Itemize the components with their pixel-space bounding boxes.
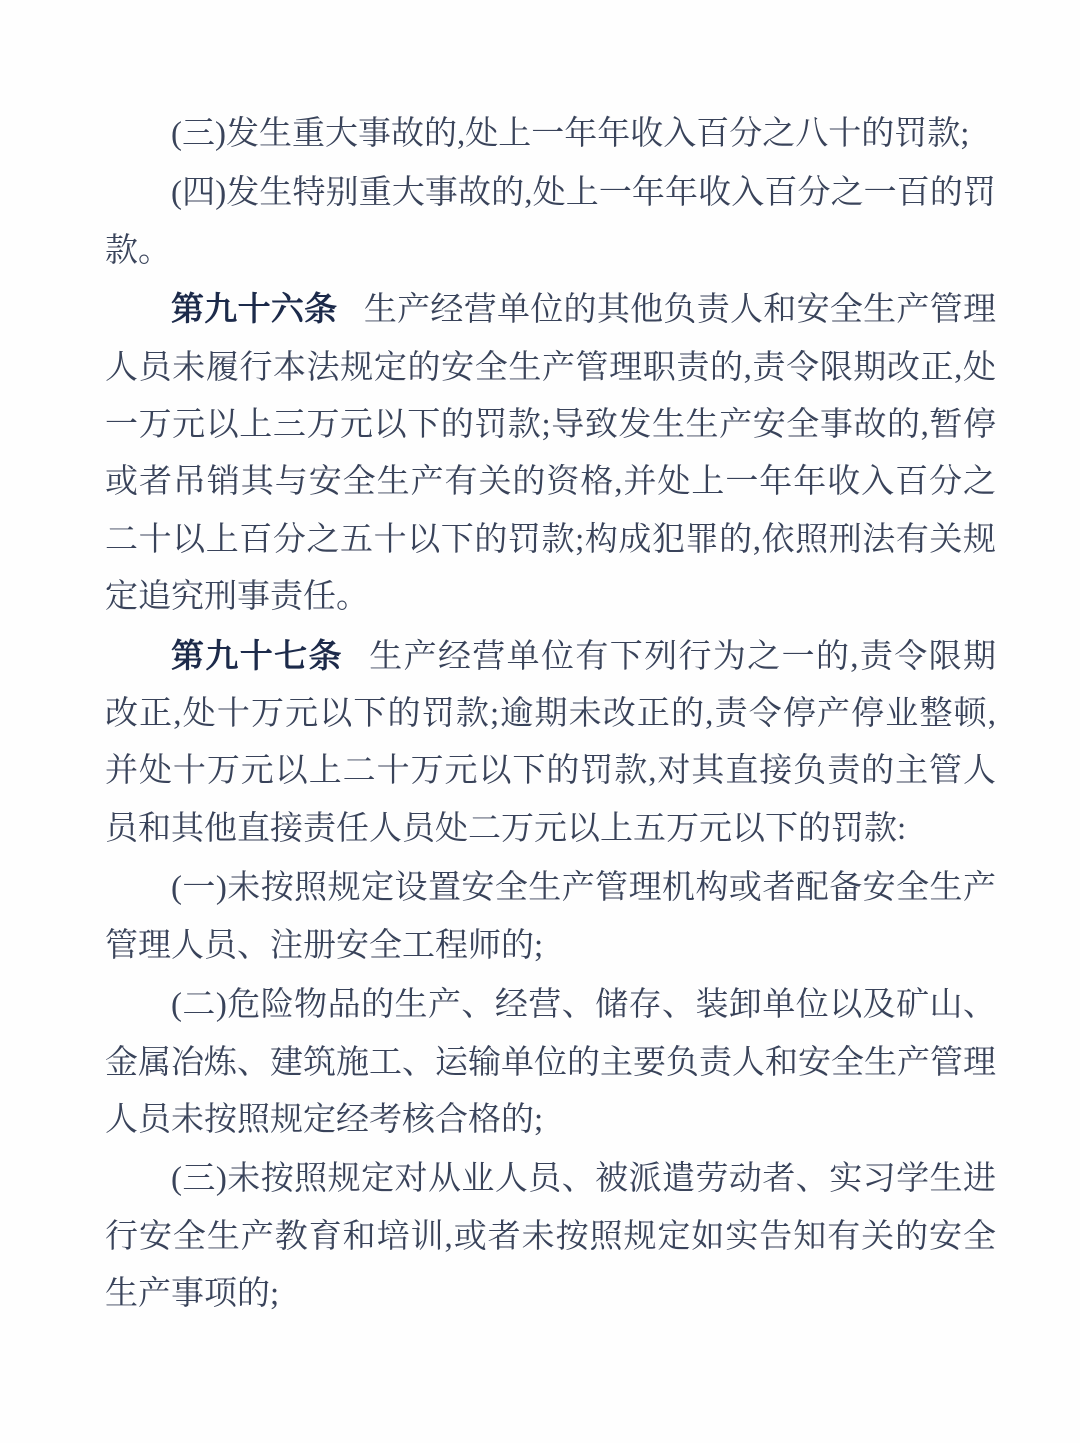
article-number: 第九十七条 <box>171 636 343 674</box>
paragraph-item-1 <box>105 858 996 975</box>
paragraph-subitem-3 <box>105 104 996 163</box>
paragraph-text: 生产经营单位有下列行为之一的,责令限期改正,处十万元以下的罚款;逾期未改正的,责令停产停业整顿,并处十万元以上二十万元以下的罚款,对其直接负责的主管人员和其他直接责任人员处二万元以上五万元以下的罚款: <box>105 638 997 847</box>
paragraph-item-3 <box>105 1149 996 1323</box>
paragraph-text: (一)未按照规定设置安全生产管理机构或者配备安全生产管理人员、注册安全工程师的; <box>105 870 996 964</box>
paragraph-text: (三)未按照规定对从业人员、被派遣劳动者、实习学生进行安全生产教育和培训,或者未按照规定如实告知有关的安全生产事项的; <box>105 1161 996 1313</box>
paragraph-item-2 <box>105 975 996 1149</box>
article-number: 第九十六条 <box>171 290 338 328</box>
paragraph-article-97 <box>105 627 996 859</box>
paragraph-text: (三)发生重大事故的,处上一年年收入百分之八十的罚款; <box>171 116 970 152</box>
paragraph-text: (二)危险物品的生产、经营、储存、装卸单位以及矿山、金属冶炼、建筑施工、运输单位的主要负责人和安全生产管理人员未按照规定经考核合格的; <box>105 987 996 1138</box>
paragraph-text: (四)发生特别重大事故的,处上一年年收入百分之一百的罚款。 <box>105 175 996 269</box>
paragraph-text: 生产经营单位的其他负责人和安全生产管理人员未履行本法规定的安全生产管理职责的,责令限期改正,处一万元以上三万元以下的罚款;导致发生生产安全事故的,暂停或者吊销其与安全生产有关的资格,并处上一年年收入百分之二十以上百分之五十以下的罚款;构成犯罪的,依照刑法有关规定追究刑事责任。 <box>105 292 997 616</box>
paragraph-subitem-4 <box>105 163 996 280</box>
paragraph-article-96 <box>105 280 996 626</box>
